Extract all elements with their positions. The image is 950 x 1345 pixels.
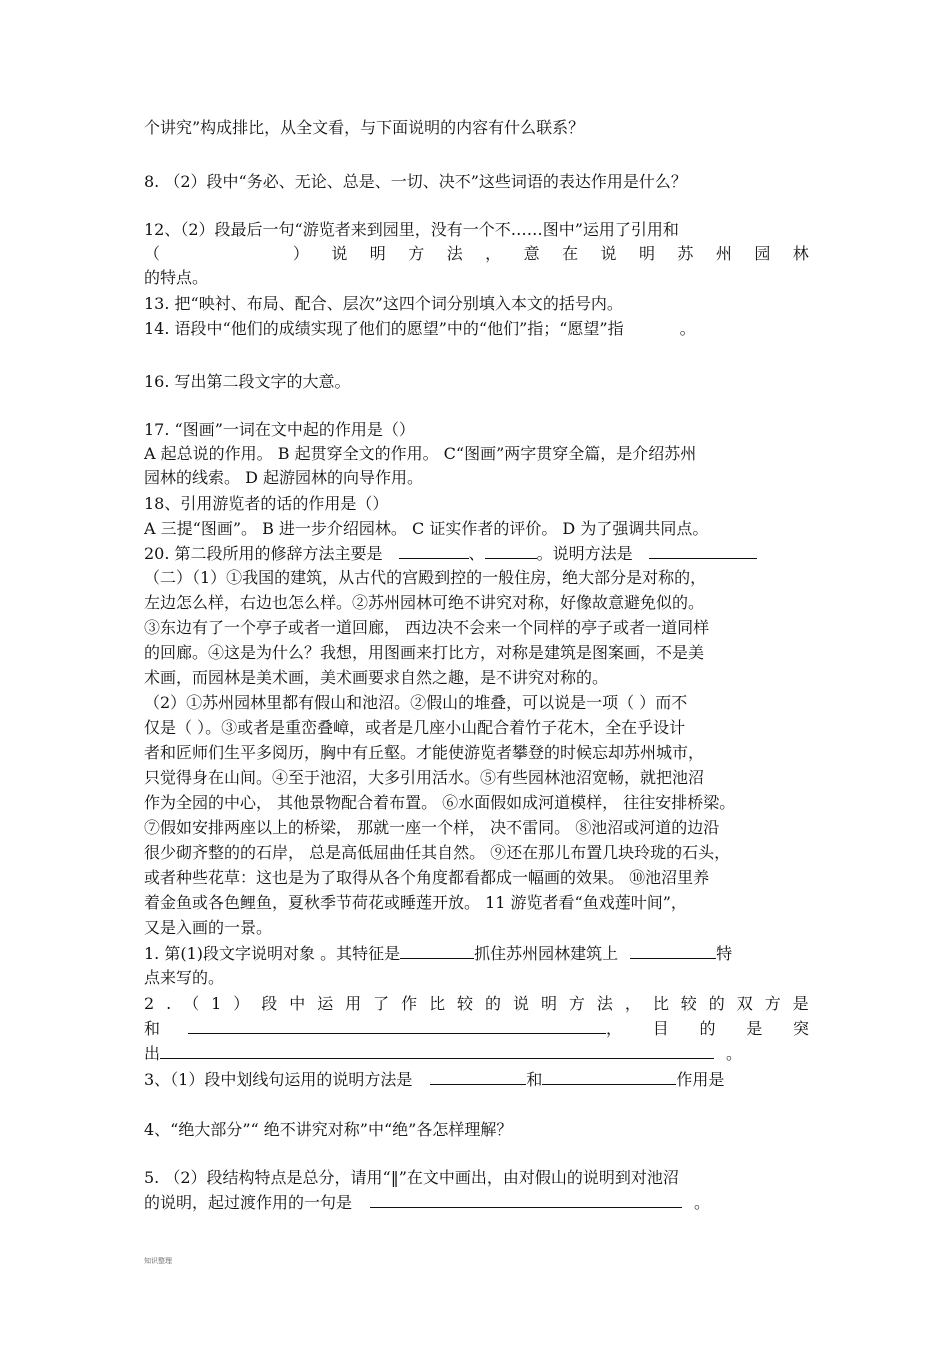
question-3 bbox=[144, 1068, 809, 1092]
char: 作 bbox=[401, 994, 418, 1013]
question-17-options-1: A 起总说的作用。 B 起贯穿全文的作用。 C“图画”两字贯穿全篇，是介绍苏州 bbox=[144, 444, 697, 463]
char: 法 bbox=[446, 244, 463, 263]
question-5-line-2 bbox=[144, 1191, 809, 1215]
question-3-text-2: 和 bbox=[526, 1070, 543, 1089]
period: 。 bbox=[726, 1044, 743, 1063]
answer-blank[interactable] bbox=[649, 543, 757, 559]
period: 。 bbox=[694, 1193, 711, 1212]
question-5-text: 的说明，起过渡作用的一句是 bbox=[144, 1193, 353, 1212]
question-3-text: 3、（1）段中划线句运用的说明方法是 bbox=[144, 1070, 413, 1089]
char: 比 bbox=[652, 994, 669, 1013]
char: 苏 bbox=[677, 244, 694, 263]
question-2 bbox=[144, 992, 809, 1016]
question-17-options-2: 园林的线索。 D 起游园林的向导作用。 bbox=[144, 468, 424, 487]
char: ， bbox=[485, 244, 502, 263]
char: 了 bbox=[373, 994, 390, 1013]
passage-line-7: 仅是（ ）。③或者是重峦叠嶂，或者是几座小山配合着竹子花木，全在乎设计 bbox=[144, 718, 686, 737]
question-20-text-2: 。说明方法是 bbox=[536, 544, 633, 563]
char: 林 bbox=[792, 244, 809, 263]
char: 运 bbox=[317, 994, 334, 1013]
question-16: 16. 写出第二段文字的大意。 bbox=[144, 372, 351, 391]
char: 是 bbox=[792, 994, 809, 1013]
answer-blank[interactable] bbox=[399, 543, 469, 559]
char: 突 bbox=[792, 1019, 809, 1038]
passage-line-4: 的回廊。④这是为什么？我想，用图画来打比方，对称是建筑是图案画，不是美 bbox=[144, 643, 705, 662]
char: （ bbox=[144, 244, 161, 263]
question-20 bbox=[144, 542, 809, 566]
passage-line-1: （二）（1）①我国的建筑，从古代的宫殿到控的一般住房，绝大部分是对称的， bbox=[144, 568, 707, 587]
char: 在 bbox=[562, 244, 579, 263]
char: 2 bbox=[144, 994, 155, 1013]
char: 方 bbox=[764, 994, 781, 1013]
char: 意 bbox=[523, 244, 540, 263]
answer-blank[interactable] bbox=[160, 1043, 714, 1059]
passage-line-3: ③东边有了一个亭子或者一道回廊， 西边决不会来一个同样的亭子或者一道同样 bbox=[144, 618, 710, 637]
answer-blank[interactable] bbox=[188, 1018, 606, 1034]
char: 方 bbox=[568, 994, 585, 1013]
question-17: 17. “图画”一词在文中起的作用是（） bbox=[144, 420, 415, 439]
answer-blank[interactable] bbox=[542, 1069, 676, 1085]
passage-line-12: 很少砌齐整的的石岸， 总是高低屈曲任其自然。 ⑨还在那儿布置几块玲珑的石头， bbox=[144, 843, 731, 862]
char: 明 bbox=[638, 244, 655, 263]
char: 说 bbox=[331, 244, 348, 263]
question-8: 8. （2）段中“务必、无论、总是、一切、决不”这些词语的表达作用是什么？ bbox=[144, 172, 687, 191]
char: 双 bbox=[736, 994, 753, 1013]
question-13: 13. 把“映衬、布局、配合、层次”这四个词分别填入本文的括号内。 bbox=[144, 294, 623, 313]
question-12: 12、（2）段最后一句“游览者来到园里，没有一个不……图中”运用了引用和 bbox=[144, 220, 679, 239]
question-18: 18、引用游览者的话的作用是（） bbox=[144, 494, 389, 513]
question-12-justified-line bbox=[144, 242, 809, 266]
char: 较 bbox=[457, 994, 474, 1013]
char: ， bbox=[624, 994, 641, 1013]
text-line-1: 个讲究”构成排比，从全文看，与下面说明的内容有什么联系？ bbox=[144, 118, 585, 137]
char: 出 bbox=[144, 1044, 161, 1063]
char: 较 bbox=[680, 994, 697, 1013]
passage-line-13: 或者种些花草：这也是为了取得从各个角度都看都成一幅画的效果。 ⑩池沼里养 bbox=[144, 868, 710, 887]
answer-blank[interactable] bbox=[630, 943, 716, 959]
punct: 、 bbox=[468, 544, 485, 563]
char: 是 bbox=[746, 1019, 763, 1038]
answer-blank[interactable] bbox=[400, 943, 474, 959]
passage-line-5: 术画，而园林是美术画，美术画要求自然之趣，是不讲究对称的。 bbox=[144, 668, 609, 687]
char: 段 bbox=[261, 994, 278, 1013]
char: （ bbox=[183, 994, 200, 1013]
char: 用 bbox=[345, 994, 362, 1013]
char: . bbox=[166, 994, 172, 1013]
text-line-5: 的特点。 bbox=[144, 268, 209, 287]
char: 明 bbox=[369, 244, 386, 263]
char: 的 bbox=[485, 994, 502, 1013]
question-2-line-3 bbox=[144, 1042, 809, 1066]
passage-line-11: ⑦假如安排两座以上的桥梁， 那就一座一个样， 决不雷同。 ⑧池沼或河道的边沿 bbox=[144, 818, 720, 837]
question-1 bbox=[144, 942, 809, 966]
char: 1 bbox=[211, 994, 222, 1013]
char: 州 bbox=[715, 244, 732, 263]
answer-blank[interactable] bbox=[430, 1069, 526, 1085]
passage-line-14: 着金鱼或各色鲤鱼，夏秋季节荷花或睡莲开放。 11 游览者看“鱼戏莲叶间”， bbox=[144, 893, 687, 912]
question-2-blank-group bbox=[144, 1017, 622, 1041]
question-3-text-3: 作用是 bbox=[676, 1070, 725, 1089]
char: 的 bbox=[708, 994, 725, 1013]
char: 的 bbox=[699, 1019, 716, 1038]
char: ） bbox=[233, 994, 250, 1013]
question-20-text: 20. 第二段所用的修辞方法主要是 bbox=[144, 544, 383, 563]
question-1-text-3: 特 bbox=[716, 944, 733, 963]
question-5: 5. （2）段结构特点是总分，请用“‖”在文中画出，由对假山的说明到对池沼 bbox=[144, 1168, 679, 1187]
char: 明 bbox=[540, 994, 557, 1013]
passage-line-2: 左边怎么样，右边也怎么样。②苏州园林可绝不讲究对称，好像故意避免似的。 bbox=[144, 593, 705, 612]
period: 。 bbox=[679, 319, 696, 338]
page-footer: 知识整理 bbox=[144, 1257, 172, 1265]
question-1-text-2: 抓住苏州园林建筑上 bbox=[474, 944, 619, 963]
char: ） bbox=[292, 244, 309, 263]
passage-line-6: （2）①苏州园林里都有假山和池沼。②假山的堆叠，可以说是一项（ ）而不 bbox=[144, 693, 688, 712]
passage-line-15: 又是入画的一景。 bbox=[144, 918, 273, 937]
answer-blank[interactable] bbox=[485, 543, 537, 559]
char: 法 bbox=[596, 994, 613, 1013]
punct: ， bbox=[606, 1019, 623, 1038]
char: 比 bbox=[429, 994, 446, 1013]
char: 说 bbox=[600, 244, 617, 263]
char: 目 bbox=[652, 1019, 669, 1038]
passage-line-9: 只觉得身在山间。④至于池沼，大多引用活水。⑤有些园林池沼宽畅，就把池沼 bbox=[144, 768, 705, 787]
char: 方 bbox=[408, 244, 425, 263]
question-1-text: 1. 第(1)段文字说明对象 。其特征是 bbox=[144, 944, 401, 963]
char: 中 bbox=[289, 994, 306, 1013]
question-14 bbox=[144, 317, 809, 341]
char: 园 bbox=[754, 244, 771, 263]
char: 和 bbox=[144, 1019, 161, 1038]
char: 说 bbox=[512, 994, 529, 1013]
fill-space bbox=[182, 242, 270, 266]
question-2-line-2 bbox=[144, 1017, 809, 1041]
answer-blank[interactable] bbox=[370, 1192, 682, 1208]
question-1-continued: 点来写的。 bbox=[144, 968, 225, 987]
question-18-options: A 三提“图画”。 B 进一步介绍园林。 C 证实作者的评价。 D 为了强调共同点。 bbox=[144, 519, 709, 538]
passage-line-10: 作为全园的中心， 其他景物配合着布置。 ⑥水面假如成河道模样， 往往安排桥梁。 bbox=[144, 793, 736, 812]
question-14-text: 14. 语段中“他们的成绩实现了他们的愿望”中的“他们”指；“愿望”指 bbox=[144, 319, 624, 338]
question-4: 4、“绝大部分”“ 绝不讲究对称”中“绝”各怎样理解？ bbox=[144, 1120, 513, 1139]
passage-line-8: 者和匠师们生平多阅历，胸中有丘壑。才能使游览者攀登的时候忘却苏州城市， bbox=[144, 743, 705, 762]
